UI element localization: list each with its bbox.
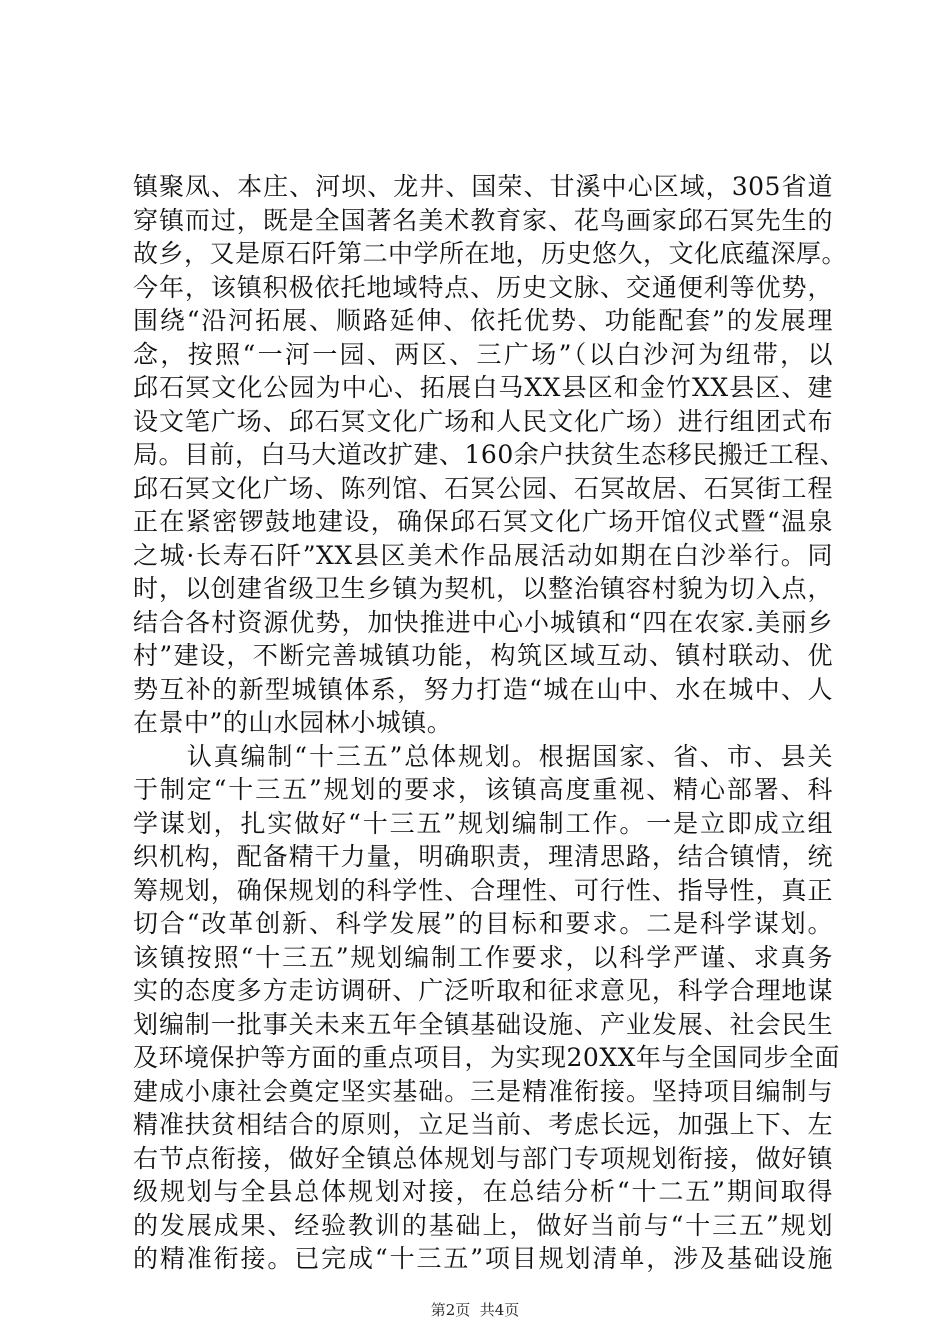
paragraph-2 [133,740,840,1276]
text-line: 精准扶贫相结合的原则，立足当前、考虑长远，加强上下、左 [133,1110,833,1139]
text-line: 认真编制“十三五”总体规划。根据国家、省、市、县关 [133,741,833,771]
text-line: 级规划与全县总体规划对接，在总结分析“十二五”期间取得 [133,1177,833,1206]
text-line: 设文笔广场、邱石冥文化广场和人民文化广场）进行组团式布 [133,406,833,436]
text-line: 建成小康社会奠定坚实基础。三是精准衔接。坚持项目编制与 [133,1076,833,1106]
text-line: 围绕“沿河拓展、顺路延伸、依托优势、功能配套”的发展理 [133,306,833,335]
text-line: 结合各村资源优势，加快推进中心小城镇和“四在农家.美丽乡 [133,607,833,637]
text-line: 在景中”的山水园林小城镇。 [133,708,453,737]
text-line: 于制定“十三五”规划的要求，该镇高度重视、精心部署、科 [133,775,833,804]
text-line: 的发展成果、经验教训的基础上，做好当前与“十三五”规划 [133,1210,833,1240]
body-text [133,170,848,1276]
text-line: 织机构，配备精干力量，明确职责，理清思路，结合镇情，统 [133,842,833,871]
text-line: 故乡，又是原石阡第二中学所在地，历史悠久，文化底蕴深厚。 [133,239,848,268]
text-line: 实的态度多方走访调研、广泛听取和征求意见，科学合理地谋 [133,976,833,1005]
text-line: 邱石冥文化公园为中心、拓展白马XX县区和金竹XX县区、建 [133,373,833,402]
text-line: 的精准衔接。已完成“十三五”项目规划清单，涉及基础设施 [133,1244,833,1273]
text-line: 筹规划，确保规划的科学性、合理性、可行性、指导性，真正 [133,875,833,905]
page-number-footer: 第2页 共4页 [430,1301,520,1319]
text-line: 势互补的新型城镇体系，努力打造“城在山中、水在城中、人 [133,674,833,704]
text-line: 今年，该镇积极依托地域特点、历史文脉、交通便利等优势， [133,272,833,302]
text-line: 正在紧密锣鼓地建设，确保邱石冥文化广场开馆仪式暨“温泉 [133,507,833,536]
paragraph-1 [133,170,848,740]
text-line: 时，以创建省级卫生乡镇为契机，以整治镇容村貌为切入点， [133,574,833,603]
text-line: 及环境保护等方面的重点项目，为实现20XX年与全国同步全面 [133,1043,840,1072]
text-line: 局。目前，白马大道改扩建、160余户扶贫生态移民搬迁工程、 [133,440,846,469]
text-line: 该镇按照“十三五”规划编制工作要求，以科学严谨、求真务 [133,942,833,972]
text-line: 之城·长寿石阡”XX县区美术作品展活动如期在白沙举行。同 [133,540,833,570]
text-line: 划编制一批事关未来五年全镇基础设施、产业发展、社会民生 [133,1009,833,1039]
text-line: 学谋划，扎实做好“十三五”规划编制工作。一是立即成立组 [133,808,833,838]
text-line: 镇聚凤、本庄、河坝、龙井、国荣、甘溪中心区域，305省道 [133,172,833,201]
text-line: 念，按照“一河一园、两区、三广场”（以白沙河为纽带，以 [133,339,833,369]
text-line: 切合“改革创新、科学发展”的目标和要求。二是科学谋划。 [133,909,833,938]
text-line: 邱石冥文化广场、陈列馆、石冥公园、石冥故居、石冥街工程 [133,473,833,503]
text-line: 村”建设，不断完善城镇功能，构筑区域互动、镇村联动、优 [133,641,833,670]
text-line: 右节点衔接，做好全镇总体规划与部门专项规划衔接，做好镇 [133,1143,833,1173]
text-line: 穿镇而过，既是全国著名美术教育家、花鸟画家邱石冥先生的 [133,205,833,235]
